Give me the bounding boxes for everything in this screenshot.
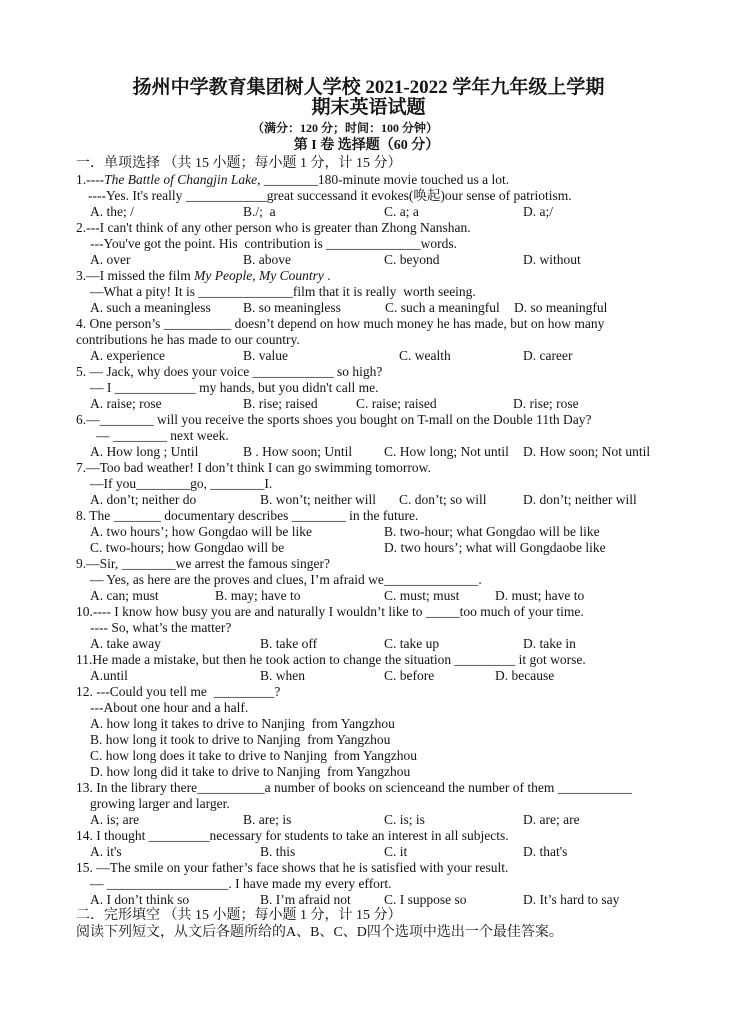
q8-option-d: D. two hours’; what will Gongdaobe like <box>384 540 606 555</box>
q9-options <box>76 588 726 604</box>
q4-option-d: D. career <box>523 348 573 363</box>
q6-stem: 6.—________ will you receive the sports shoes you bought on T-mall on the Double 11th Day? <box>76 412 592 427</box>
q9-reply: — Yes, as here are the proves and clues, I’m afraid we______________. <box>90 572 482 587</box>
q6-option-b: B . How soon; Until <box>243 444 353 459</box>
q12-option-a: A. how long it takes to drive to Nanjing from Yangzhou <box>90 716 395 731</box>
q2-stem: 2.---I can't think of any other person who is greater than Zhong Nanshan. <box>76 220 471 235</box>
q13-stem-continued: growing larger and larger. <box>90 796 230 811</box>
q4-option-c: C. wealth <box>399 348 451 363</box>
q1-option-c: C. a; a <box>384 204 419 219</box>
q1-option-b: B./; a <box>243 204 276 219</box>
q1-reply: ----Yes. It's really ____________great successand it evokes(唤起)our sense of patriotism. <box>88 188 572 203</box>
q14-stem: 14. I thought _________necessary for students to take an interest in all subjects. <box>76 828 509 843</box>
q10-reply: ---- So, what’s the matter? <box>90 620 232 635</box>
q15-options <box>76 892 726 908</box>
q6-reply: — ________ next week. <box>96 428 229 443</box>
q4-stem: 4. One person’s __________ doesn’t depend on how much money he has made, but on how many <box>76 316 605 331</box>
q4-option-a: A. experience <box>90 348 165 363</box>
q10-option-b: B. take off <box>260 636 318 651</box>
q11-stem: 11.He made a mistake, but then he took action to change the situation _________ it got worse. <box>76 652 586 667</box>
q2-option-d: D. without <box>523 252 581 267</box>
q1-option-d: D. a;/ <box>523 204 553 219</box>
q6-options <box>76 444 726 460</box>
q15-option-d: D. It’s hard to say <box>523 892 620 907</box>
q1-stem-suffix: , ________180-minute movie touched us a lot. <box>257 172 510 187</box>
q12-reply: ---About one hour and a half. <box>90 700 249 715</box>
q3-reply: —What a pity! It is ______________film that it is really worth seeing. <box>90 284 476 299</box>
q3-stem-suffix: . <box>323 268 331 283</box>
q5-option-a: A. raise; rose <box>90 396 162 411</box>
q12-option-d: D. how long did it take to drive to Nanjing from Yangzhou <box>90 764 411 779</box>
q8-stem: 8. The _______ documentary describes ________ in the future. <box>76 508 419 523</box>
q7-option-a: A. don’t; neither do <box>90 492 197 507</box>
q4-options <box>76 348 726 364</box>
score-time-note: （满分：120 分；时间：100 分钟） <box>251 121 438 135</box>
section-2-instruction: 阅读下列短文，从文后各题所给的A、B、C、D四个选项中选出一个最佳答案。 <box>76 925 563 940</box>
q4-option-b: B. value <box>243 348 288 363</box>
q14-options <box>76 844 726 860</box>
q6-option-c: C. How long; Not until <box>384 444 509 459</box>
q2-option-c: C. beyond <box>384 252 440 267</box>
q11-option-a: A.until <box>90 668 128 683</box>
q10-option-c: C. take up <box>384 636 440 651</box>
q5-option-b: B. rise; raised <box>243 396 318 411</box>
q15-option-b: B. I’m afraid not <box>260 892 351 907</box>
q5-option-c: C. raise; raised <box>356 396 437 411</box>
q11-option-d: D. because <box>495 668 555 683</box>
q8-option-c: C. two-hours; how Gongdao will be <box>90 540 285 555</box>
part-title: 第 I 卷 选择题（60 分） <box>293 138 440 153</box>
q11-option-c: C. before <box>384 668 435 683</box>
q1-options <box>76 204 726 220</box>
exam-title-line-2: 期末英语试题 <box>311 97 426 118</box>
q8-option-b: B. two-hour; what Gongdao will be like <box>384 524 600 539</box>
q8-option-a: A. two hours’; how Gongdao will be like <box>90 524 312 539</box>
q6-option-a: A. How long ; Until <box>90 444 199 459</box>
q10-option-d: D. take in <box>523 636 576 651</box>
q15-reply: — __________________. I have made my every effort. <box>90 876 392 891</box>
q5-options <box>76 396 726 412</box>
exam-title-line-1: 扬州中学教育集团树人学校 2021-2022 学年九年级上学期 <box>132 77 605 98</box>
exam-body <box>76 156 726 941</box>
q10-stem: 10.---- I know how busy you are and naturally I wouldn’t like to _____too much of your time. <box>76 604 584 619</box>
q13-options <box>76 812 726 828</box>
q10-options <box>76 636 726 652</box>
q3-stem <box>76 268 726 284</box>
q3-option-c: C. such a meaningful <box>385 300 500 315</box>
q15-option-a: A. I don’t think so <box>90 892 190 907</box>
q13-stem: 13. In the library there__________a number of books on scienceand the number of them ___________ <box>76 780 632 795</box>
q3-option-d: D. so meaningful <box>514 300 608 315</box>
q15-stem: 15. —The smile on your father’s face shows that he is satisfied with your result. <box>76 860 509 875</box>
q7-option-c: C. don’t; so will <box>399 492 487 507</box>
q3-film-title: My People, My Country <box>194 268 324 283</box>
q2-options <box>76 252 726 268</box>
q2-option-a: A. over <box>90 252 131 267</box>
q1-stem <box>76 172 726 188</box>
q7-option-b: B. won’t; neither will <box>260 492 376 507</box>
q10-option-a: A. take away <box>90 636 161 651</box>
q13-option-a: A. is; are <box>90 812 140 827</box>
q14-option-c: C. it <box>384 844 408 859</box>
q14-option-a: A. it's <box>90 844 122 859</box>
q15-option-c: C. I suppose so <box>384 892 467 907</box>
q1-option-a: A. the; / <box>90 204 134 219</box>
q1-movie-title: The Battle of Changjin Lake <box>104 172 258 187</box>
q3-option-a: A. such a meaningless <box>90 300 211 315</box>
q9-option-d: D. must; have to <box>495 588 585 603</box>
q8-options-row-1 <box>76 524 726 540</box>
q11-options <box>76 668 726 684</box>
q5-reply: — I ____________ my hands, but you didn't call me. <box>90 380 379 395</box>
q7-options <box>76 492 726 508</box>
q7-stem: 7.—Too bad weather! I don’t think I can go swimming tomorrow. <box>76 460 431 475</box>
q9-option-c: C. must; must <box>384 588 460 603</box>
q4-stem-continued: contributions he has made to our country. <box>76 332 300 347</box>
q3-option-b: B. so meaningless <box>243 300 341 315</box>
q3-options <box>76 300 726 316</box>
q12-option-b: B. how long it took to drive to Nanjing from Yangzhou <box>90 732 391 747</box>
q3-stem-prefix: 3.—I missed the film <box>76 268 195 283</box>
q12-option-c: C. how long does it take to drive to Nanjing from Yangzhou <box>90 748 417 763</box>
q5-stem: 5. — Jack, why does your voice ____________ so high? <box>76 364 383 379</box>
q13-option-d: D. are; are <box>523 812 580 827</box>
q13-option-c: C. is; is <box>384 812 425 827</box>
q12-stem: 12. ---Could you tell me _________? <box>76 684 281 699</box>
q14-option-b: B. this <box>260 844 296 859</box>
q7-option-d: D. don’t; neither will <box>523 492 637 507</box>
q7-reply: —If you________go, ________I. <box>90 476 273 491</box>
q1-stem-prefix: 1.---- <box>76 172 105 187</box>
q2-reply: ---You've got the point. His contribution is ______________words. <box>90 236 458 251</box>
q6-option-d: D. How soon; Not until <box>523 444 651 459</box>
section-1-heading: 一．单项选择 （共 15 小题；每小题 1 分，计 15 分） <box>76 156 402 171</box>
q9-stem: 9.—Sir, ________we arrest the famous singer? <box>76 556 331 571</box>
q14-option-d: D. that's <box>523 844 568 859</box>
q13-option-b: B. are; is <box>243 812 292 827</box>
q2-option-b: B. above <box>243 252 291 267</box>
section-2-heading: 二．完形填空 （共 15 小题；每小题 1 分，计 15 分） <box>76 908 402 923</box>
q5-option-d: D. rise; rose <box>513 396 579 411</box>
q9-option-b: B. may; have to <box>215 588 301 603</box>
q8-options-row-2 <box>76 540 726 556</box>
q11-option-b: B. when <box>260 668 305 683</box>
q9-option-a: A. can; must <box>90 588 159 603</box>
